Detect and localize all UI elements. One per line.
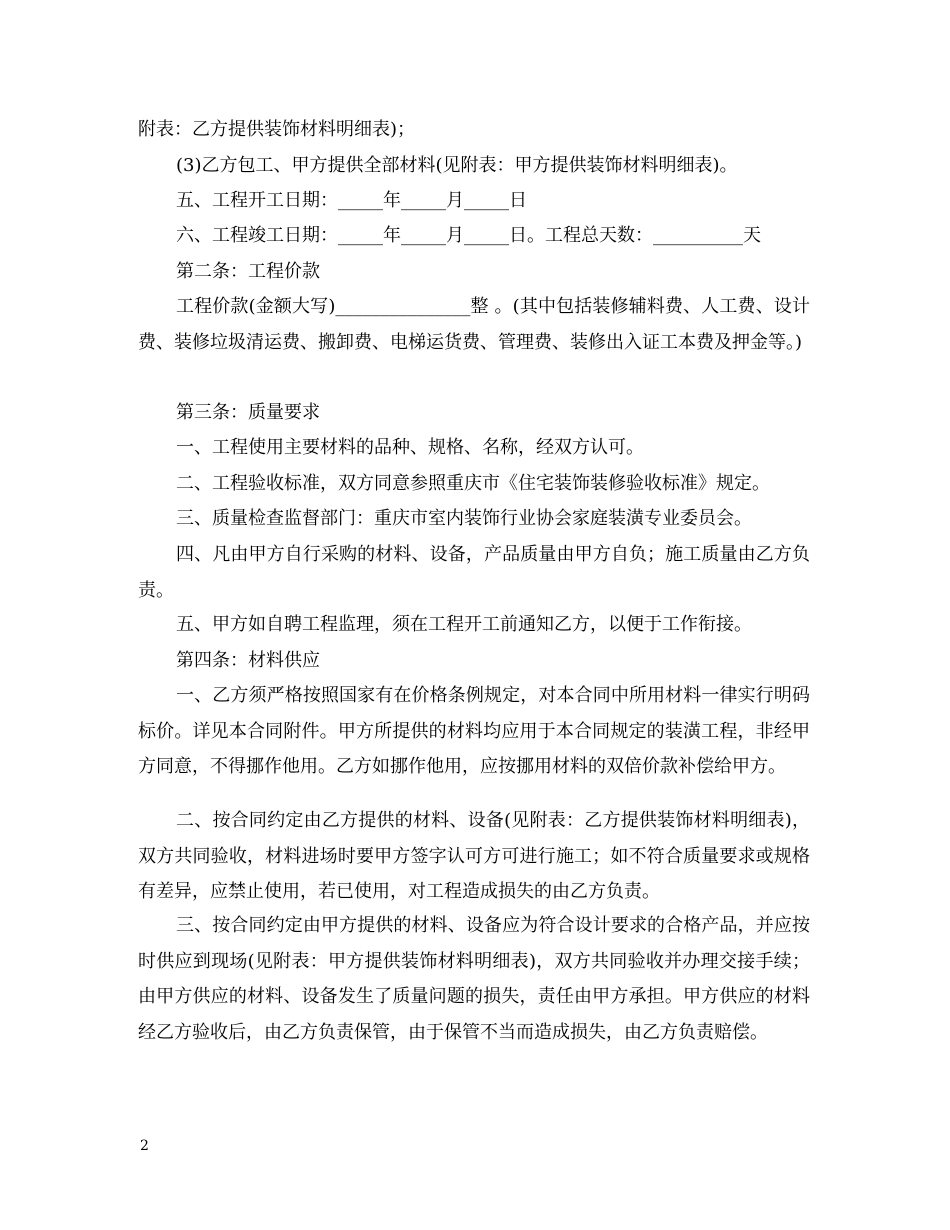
page-number: 2 [140, 1138, 149, 1154]
paragraph-quality-5: 五、甲方如自聘工程监理，须在工程开工前通知乙方，以便于工作衔接。 [176, 614, 752, 635]
paragraph-supply-3: 三、按合同约定由甲方提供的材料、设备应为符合设计要求的合格产品，并应按时供应到现场(见附表：甲方提供装饰材料明细表)，双方共同验收并办理交接手续；由甲方供应的材料、设备发生了质量问题的损失，责任由甲方承担。甲方供应的材料经乙方验收后，由乙方负责保管，由于保管不当而造成损失，由乙方负责赔偿。 [138, 915, 810, 1043]
paragraph-supply-1: 一、乙方须严格按照国家有在价格条例规定，对本合同中所用材料一律实行明码标价。详见本合同附件。甲方所提供的材料均应用于本合同规定的装潢工程，非经甲方同意，不得挪作他用。乙方如挪作他用，应按挪用材料的双倍价款补偿给甲方。 [138, 685, 810, 777]
heading-article-3: 第三条：质量要求 [176, 402, 320, 423]
paragraph-quality-4: 四、凡由甲方自行采购的材料、设备，产品质量由甲方自负；施工质量由乙方负责。 [138, 544, 810, 601]
paragraph-start-date: 五、工程开工日期：_____年_____月_____日 [176, 190, 527, 211]
paragraph-project-price: 工程价款(金额大写)_______________整 。(其中包括装修辅料费、人工费、设计费、装修垃圾清运费、搬卸费、电梯运货费、管理费、装修出入证工本费及押金等。) [138, 296, 810, 353]
paragraph-quality-3: 三、质量检查监督部门：重庆市室内装饰行业协会家庭装潢专业委员会。 [176, 508, 752, 529]
paragraph-appendix-b-line: 附表：乙方提供装饰材料明细表)； [138, 119, 416, 140]
paragraph-completion-date: 六、工程竣工日期：_____年_____月_____日。工程总天数：__________天 [176, 225, 761, 246]
heading-article-2: 第二条：工程价款 [176, 261, 320, 282]
heading-article-4: 第四条：材料供应 [176, 650, 320, 671]
paragraph-quality-1: 一、工程使用主要材料的品种、规格、名称，经双方认可。 [176, 437, 644, 458]
paragraph-labor-only-clause: (3)乙方包工、甲方提供全部材料(见附表：甲方提供装饰材料明细表)。 [176, 155, 738, 176]
paragraph-supply-2: 二、按合同约定由乙方提供的材料、设备(见附表：乙方提供装饰材料明细表)，双方共同验收，材料进场时要甲方签字认可方可进行施工；如不符合质量要求或规格有差异，应禁止使用，若已使用，对工程造成损失的由乙方负责。 [138, 810, 810, 902]
paragraph-quality-2: 二、工程验收标准，双方同意参照重庆市《住宅装饰装修验收标准》规定。 [176, 473, 770, 494]
